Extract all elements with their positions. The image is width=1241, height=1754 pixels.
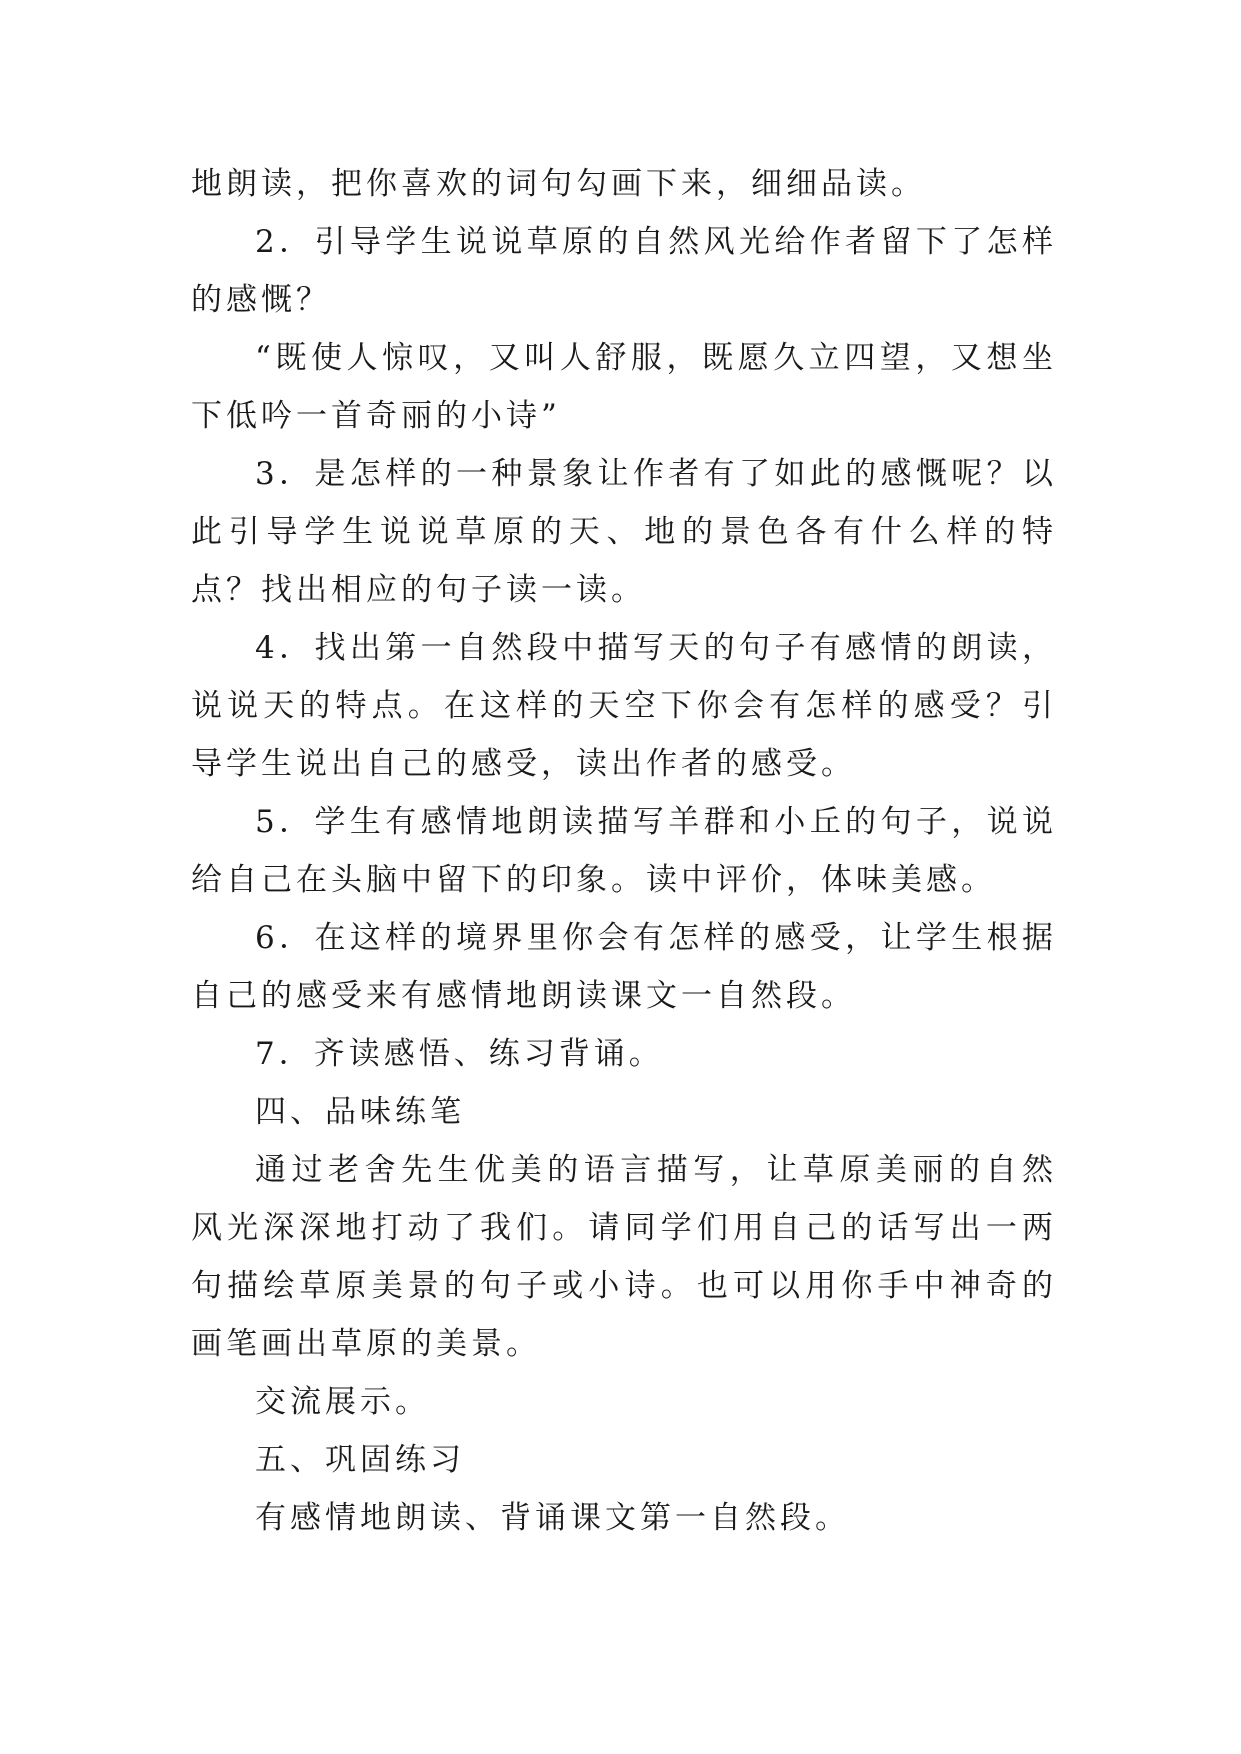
paragraph-step-6: 6．在这样的境界里你会有怎样的感受，让学生根据自己的感受来有感情地朗读课文一自然段。 — [191, 920, 1057, 1014]
paragraph-step-2: 2．引导学生说说草原的自然风光给作者留下了怎样的感慨？ — [191, 224, 1057, 318]
paragraph-step-3: 3．是怎样的一种景象让作者有了如此的感慨呢？以此引导学生说说草原的天、地的景色各有什么样的特点？找出相应的句子读一读。 — [191, 456, 1057, 608]
paragraph-continuation: 地朗读，把你喜欢的词句勾画下来，细细品读。 — [191, 166, 926, 202]
paragraph-step-4: 4．找出第一自然段中描写天的句子有感情的朗读，说说天的特点。在这样的天空下你会有怎样的感受？引导学生说出自己的感受，读出作者的感受。 — [191, 630, 1057, 782]
paragraph-quote: “既使人惊叹，又叫人舒服，既愿久立四望，又想坐下低吟一首奇丽的小诗” — [191, 340, 1057, 434]
paragraph-exchange: 交流展示。 — [255, 1384, 430, 1420]
document-body — [191, 155, 1057, 1547]
paragraph-practice-writing: 通过老舍先生优美的语言描写，让草原美丽的自然风光深深地打动了我们。请同学们用自己的话写出一两句描绘草原美景的句子或小诗。也可以用你手中神奇的画笔画出草原的美景。 — [191, 1152, 1057, 1362]
section-heading-5: 五、巩固练习 — [255, 1442, 465, 1478]
paragraph-step-5: 5．学生有感情地朗读描写羊群和小丘的句子，说说给自己在头脑中留下的印象。读中评价，体味美感。 — [191, 804, 1057, 898]
section-heading-4: 四、品味练笔 — [255, 1094, 465, 1130]
paragraph-consolidation: 有感情地朗读、背诵课文第一自然段。 — [255, 1500, 850, 1536]
paragraph-step-7: 7．齐读感悟、练习背诵。 — [255, 1036, 664, 1072]
